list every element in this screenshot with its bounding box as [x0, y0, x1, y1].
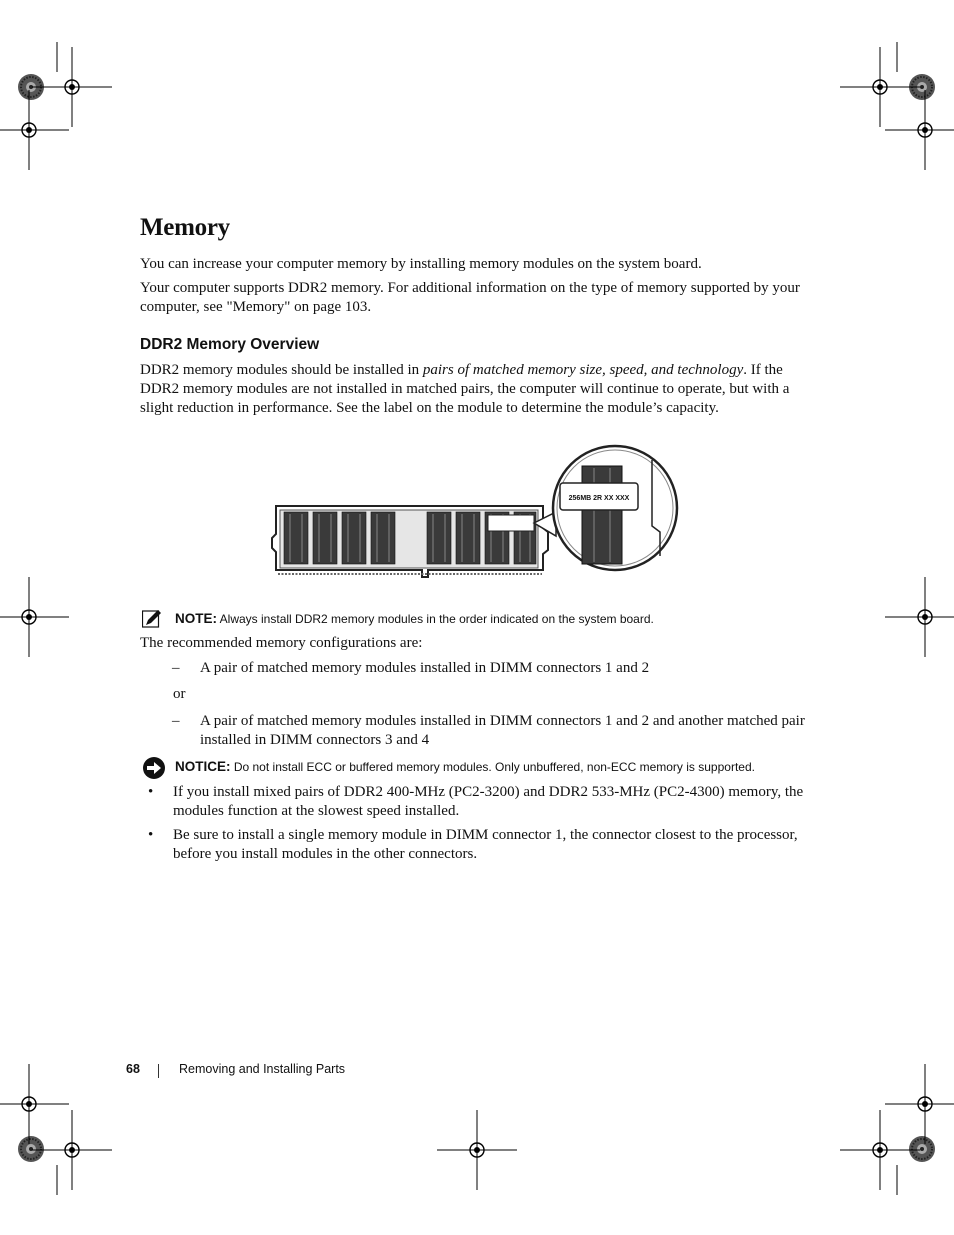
bullet-marker: • [148, 784, 154, 800]
dash-marker: – [172, 660, 180, 676]
section-paragraph-lead: DDR2 memory modules should be installed in [140, 362, 423, 378]
bullet-marker: • [148, 827, 154, 843]
section-paragraph [140, 361, 820, 418]
section-heading: DDR2 Memory Overview [140, 336, 320, 353]
intro-paragraph-2: Your computer supports DDR2 memory. For additional information on the type of memory supported by your computer, see "Memory" on page 103. [140, 280, 800, 315]
star-mark-icon [18, 1136, 44, 1162]
bullet-item-1 [148, 783, 813, 821]
footer-divider [158, 1064, 159, 1078]
section-paragraph-rest: . If the DDR2 memory modules are not installed in matched pairs, the computer will continue to operate, but with a slight reduction in performance. See the label on the module to determine the module’s capacity. [140, 362, 790, 416]
config-item-1-text: A pair of matched memory modules installed in DIMM connectors 1 and 2 [200, 660, 650, 676]
module-label-text: 256MB 2R XX XXX [568, 495, 630, 502]
page-number: 68 [126, 1062, 140, 1076]
note-callout [175, 611, 855, 627]
notice-arrow-icon [142, 756, 166, 780]
footer-section-title: Removing and Installing Parts [179, 1062, 346, 1076]
bullet-item-1-text: If you install mixed pairs of DDR2 400-MHz (PC2-3200) and DDR2 533-MHz (PC2-4300) memory, the modules function at the slowest speed installed. [173, 784, 804, 819]
star-mark-icon [909, 74, 935, 100]
notice-callout [175, 759, 855, 775]
note-label: NOTE: [175, 611, 217, 626]
configs-intro: The recommended memory configurations are: [140, 635, 423, 651]
intro-paragraph-1: You can increase your computer memory by installing memory modules on the system board. [140, 256, 702, 272]
dash-marker: – [172, 713, 180, 729]
page-title: Memory [140, 214, 230, 241]
notice-label: NOTICE: [175, 759, 231, 774]
section-paragraph-emphasis: pairs of matched memory size, speed, and technology [422, 362, 744, 378]
bullet-item-2 [148, 826, 813, 864]
notice-text: Do not install ECC or buffered memory modules. Only unbuffered, non-ECC memory is supported. [230, 760, 755, 774]
config-item-2-text: A pair of matched memory modules installed in DIMM connectors 1 and 2 and another matched pair installed in DIMM connectors 3 and 4 [200, 713, 805, 748]
memory-module-illustration [260, 440, 690, 585]
config-or: or [173, 686, 186, 702]
star-mark-icon [909, 1136, 935, 1162]
note-pencil-icon [142, 609, 164, 629]
bullet-item-2-text: Be sure to install a single memory module in DIMM connector 1, the connector closest to the processor, before you install modules in the other connectors. [173, 827, 798, 862]
note-text: Always install DDR2 memory modules in the order indicated on the system board. [217, 612, 654, 626]
star-mark-icon [18, 74, 44, 100]
